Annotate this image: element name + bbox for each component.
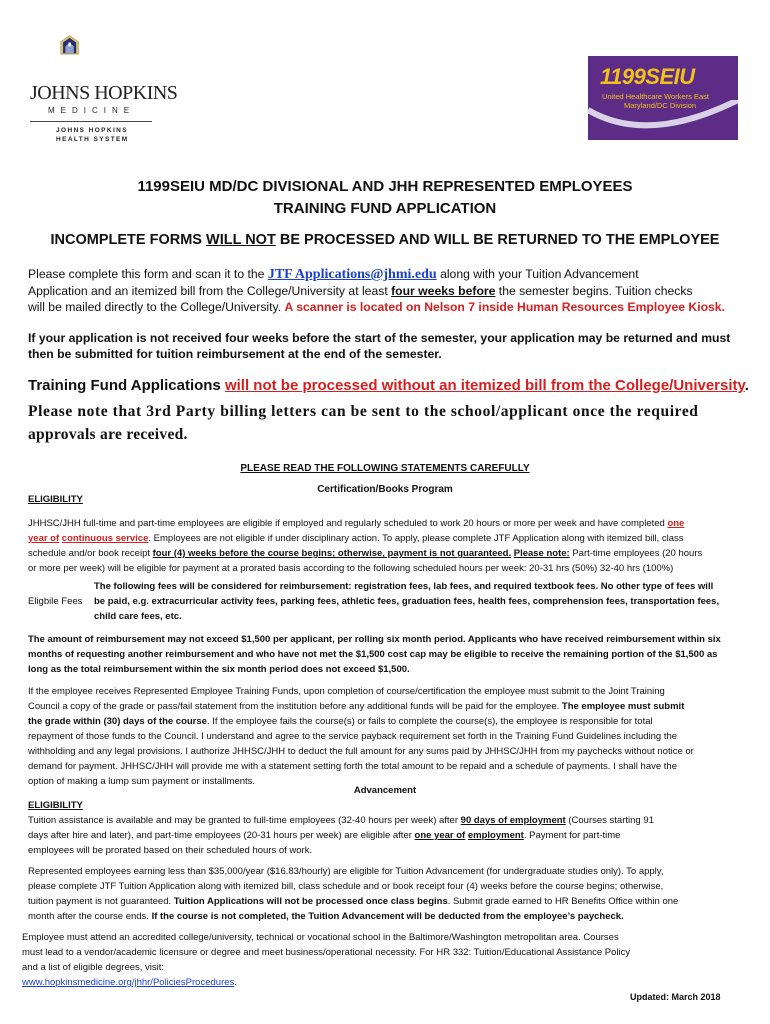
elig-i: not guaranteed.: [439, 548, 512, 559]
intro-t2: along with your Tuition Advancement: [436, 267, 639, 281]
elig-l: Part-time employees (20 hours: [569, 548, 703, 559]
adv-l3: employees will be prorated based on their scheduled hours of work.: [28, 845, 313, 856]
third-party-l2: approvals are received.: [28, 426, 188, 443]
seiu-subtitle: [602, 92, 709, 110]
third-party-l1: Please note that 3rd Party billing letters can be sent to the school/applicant once the required: [28, 403, 699, 420]
repayment-text: [28, 684, 758, 789]
email-link[interactable]: JTF Applications@jhmi.edu: [267, 267, 437, 282]
adv2-l1: Represented employees earning less than $35,000/year ($16.83/hourly) are eligible for Tuition Advancement (for undergraduate studies only). To apply,: [28, 866, 664, 877]
intro-t1: Please complete this form and scan it to the: [28, 267, 268, 281]
eligibility-label: ELIGIBILITY: [28, 494, 83, 505]
intro-t6: will be mailed directly to the College/University.: [28, 300, 285, 314]
itemized-b: will not be processed without an itemized bill from the College/University: [224, 377, 745, 394]
repay-l1: If the employee receives Represented Employee Training Funds, upon completion of course/certification the employee must submit to the Joint Training: [28, 686, 665, 697]
repay-l7: option of making a lump sum payment or installments.: [28, 776, 256, 787]
seiu-sub-line2: Maryland/DC Division: [624, 101, 697, 110]
adv2-l3c: . Submit grade earned to HR Benefits Office within one: [447, 896, 679, 907]
repay-l4: repayment of those funds to the Council. I understand and agree to the service payback requirement set forth in the Training Fund Guidelines including the: [28, 731, 678, 742]
seiu-title: 1199SEIU: [600, 64, 695, 89]
fees-l3: child care fees, etc.: [94, 611, 182, 622]
intro-paragraph: [28, 266, 748, 315]
elig-b: one: [667, 518, 685, 529]
adv-l2e: . Payment for part-time: [523, 830, 621, 841]
max-l2: months of requesting another reimbursement and who have not met the $1,500 cost cap may be eligible to receive the remaining portion of the $1,500 as: [28, 649, 718, 660]
intro-t5: the semester begins. Tuition checks: [495, 284, 693, 298]
repay-l3a: the grade within (30) days of the course: [28, 716, 207, 727]
adv-l1a: Tuition assistance is available and may be granted to full-time employees (32-40 hours per week) after: [28, 815, 461, 826]
scanner-note: A scanner is located on Nelson 7 inside Human Resources Employee Kiosk.: [284, 300, 725, 314]
jhm-name: JOHNS HOPKINS: [30, 82, 178, 104]
repay-l6: demand for payment. JHHSC/JHH will provide me with a statement setting forth the total amount to be repaid and a schedule of payments. I shall have the: [28, 761, 677, 772]
late-line2: then be submitted for tuition reimbursement at the end of the semester.: [28, 347, 442, 361]
advancement-text: [28, 813, 758, 858]
warning-will-not: WILL NOT: [206, 232, 276, 248]
cert-title: Certification/Books Program: [317, 484, 453, 495]
seiu-logo: [588, 56, 738, 140]
johns-hopkins-shield-logo: [60, 30, 110, 82]
adv-l1b: 90 days of employment: [460, 815, 566, 826]
jhm-sub-line2: HEALTH SYSTEM: [56, 136, 129, 143]
itemized-a: Training Fund Applications: [28, 377, 225, 394]
updated-date: Updated: March 2018: [630, 992, 721, 1002]
warning-c: BE PROCESSED AND WILL BE RETURNED TO THE EMPLOYEE: [275, 232, 720, 248]
advancement-eligibility-label: ELIGIBILITY: [28, 800, 83, 811]
warning-heading: [0, 232, 770, 248]
intro-t3: Application and an itemized bill from the College/University at least: [28, 284, 392, 298]
adv2-l4b: If the course is not completed, the Tuition Advancement will be deducted from the employee’s paycheck.: [151, 911, 624, 922]
repay-l3b: . If the employee fails the course(s) or fails to complete the course(s), the employee is responsible for total: [206, 716, 653, 727]
accred-l2: must lead to a vendor/academic licensure or degree and meet business/operational necessity. For HR 332: Tuition/Educational Assistance Policy: [22, 947, 631, 958]
itemized-notice: [28, 377, 749, 394]
fees-label: Eligbile Fees: [28, 596, 83, 607]
advancement-income-text: [28, 864, 758, 924]
itemized-c: .: [744, 377, 749, 394]
intro-t4: four weeks before: [391, 284, 496, 298]
accred-l4: .: [234, 977, 237, 988]
repay-l2b: The employee must submit: [561, 701, 685, 712]
elig-a: JHHSC/JHH full-time and part-time employees are eligible if employed and regularly scheduled to work 20 hours or more per week and have completed: [28, 518, 668, 529]
policies-link[interactable]: www.hopkinsmedicine.org/jhhr/PoliciesProcedures: [22, 977, 235, 988]
max-l3: long as the total reimbursement within the six month period does not exceed $1,500.: [28, 664, 410, 675]
adv-l1c: (Courses starting 91: [565, 815, 654, 826]
late-line1: If your application is not received four weeks before the start of the semester, your application may be returned and must: [28, 331, 731, 345]
accred-l1: Employee must attend an accredited college/university, technical or vocational school in the Baltimore/Washington metropolitan area. Courses: [22, 932, 619, 943]
elig-k: Please note:: [513, 548, 570, 559]
repay-l2a: Council a copy of the grade or pass/fail statement from the institution before any additional funds will be paid for the employee.: [28, 701, 562, 712]
elig-h: four (4) weeks before the course begins; otherwise, payment is: [152, 548, 440, 559]
repay-l5: withholding and any legal provisions. I authorize JHHSC/JHH to deduct the full amount for any sums paid by JHHSC/JHH from my paychecks without notice or: [28, 746, 694, 757]
jhm-sub-line1: JOHNS HOPKINS: [56, 127, 129, 134]
title-line2: TRAINING FUND APPLICATION: [273, 200, 497, 217]
advancement-title: Advancement: [353, 785, 417, 796]
fees-l1: The following fees will be considered for reimbursement: registration fees, lab fees, and required textbook fees. No other type of fees will: [94, 581, 714, 592]
adv-l2b: one year of: [414, 830, 466, 841]
accreditation-text: [22, 930, 752, 990]
late-notice: [28, 330, 758, 362]
adv-l2d: employment: [467, 830, 524, 841]
jhm-divider: [30, 121, 152, 122]
adv2-l2: please complete JTF Tuition Application along with itemized bill, class schedule and or book receipt four (4) weeks before the course begins; otherwise,: [28, 881, 664, 892]
elig-e: continuous service: [61, 533, 149, 544]
elig-m: or more per week) will be eligible for payment at a prorated basis according to the following scheduled hours per week: 20-31 hrs (50%) 32-40 hrs (100%): [28, 563, 674, 574]
adv2-l3b: Tuition Applications will not be processed once class begins: [173, 896, 448, 907]
title-line1: 1199SEIU MD/DC DIVISIONAL AND JHH REPRESENTED EMPLOYEES: [137, 178, 633, 195]
accred-l3: and a list of eligible degrees, visit:: [22, 962, 165, 973]
warning-a: INCOMPLETE FORMS: [50, 232, 207, 248]
fees-l2: be paid, e.g. extracurricular activity fees, parking fees, athletic fees, graduation fees, health fees, comprehension fees, transportation fees,: [94, 596, 720, 607]
jhm-medicine: MEDICINE: [48, 106, 136, 115]
max-reimbursement: [28, 632, 758, 677]
fees-text: [94, 579, 754, 624]
jhm-subtitle: [56, 126, 129, 144]
statements-title: PLEASE READ THE FOLLOWING STATEMENTS CAREFULLY: [240, 463, 530, 474]
elig-f: . Employees are not eligible if under disciplinary action. To apply, please complete JTF Application along with itemized bill, class: [148, 533, 684, 544]
eligibility-text: [28, 516, 758, 576]
max-l1: The amount of reimbursement may not exceed $1,500 per applicant, per rolling six month period. Applicants who have received reimbursement within six: [28, 634, 721, 645]
adv-l2a: days after hire and later), and part-time employees (20-31 hours per week) are eligible after: [28, 830, 415, 841]
adv2-l3a: tuition payment is not guaranteed.: [28, 896, 174, 907]
third-party-notice: [28, 400, 740, 446]
seiu-sub-line1: United Healthcare Workers East: [602, 92, 709, 101]
adv2-l4a: month after the course ends.: [28, 911, 152, 922]
elig-c: year of: [28, 533, 60, 544]
elig-g: schedule and/or book receipt: [28, 548, 153, 559]
